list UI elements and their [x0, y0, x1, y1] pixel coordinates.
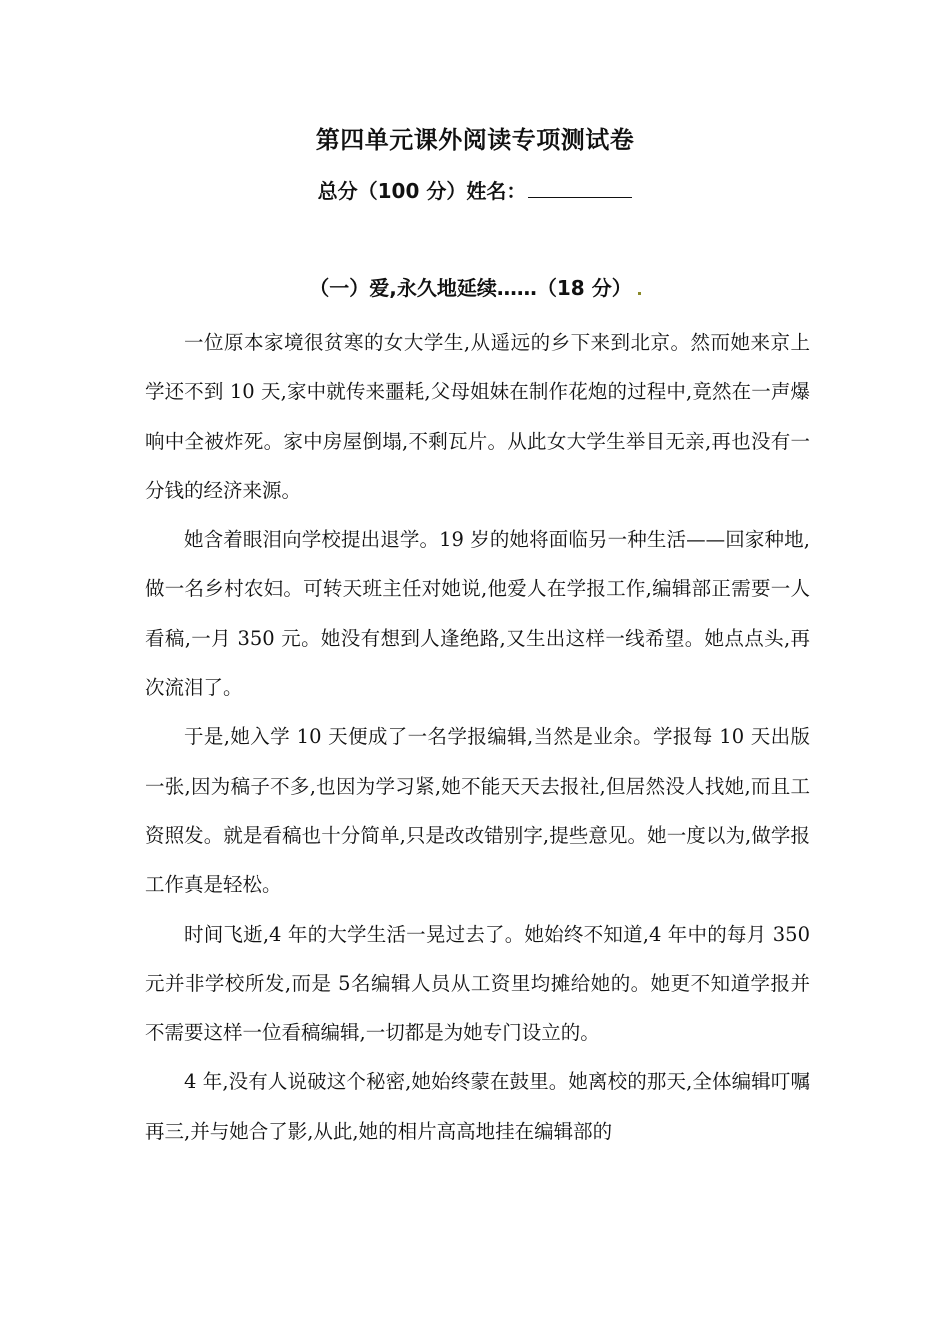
paragraph: 她含着眼泪向学校提出退学。19 岁的她将面临另一种生活——回家种地,做一名乡村农妇。可转天班主任对她说,他爱人在学报工作,编辑部正需要一人看稿,一月 350 元。她没有想到人逢绝路,又生出这样一线希望。她点点头,再次流泪了。: [145, 528, 810, 700]
stray-dot-mark: [638, 292, 641, 295]
paragraph: 于是,她入学 10 天便成了一名学报编辑,当然是业余。学报每 10 天出版一张,因为稿子不多,也因为学习紧,她不能天天去报社,但居然没人找她,而且工资照发。就是看稿也十分简单,只是改改错别字,提些意见。她一度以为,做学报工作真是轻松。: [145, 725, 810, 897]
section-heading: [0, 273, 950, 303]
name-blank-underline: [528, 179, 632, 198]
paragraph: 时间飞逝,4 年的大学生活一晃过去了。她始终不知道,4 年中的每月 350 元并非学校所发,而是 5名编辑人员从工资里均摊给她的。她更不知道学报并不需要这样一位看稿编辑,一切都是为她专门设立的。: [145, 922, 810, 1045]
section-heading-text: （一）爱,永久地延续……（18 分）: [309, 276, 632, 300]
paragraph: 4 年,没有人说破这个秘密,她始终蒙在鼓里。她离校的那天,全体编辑叮嘱再三,并与她合了影,从此,她的相片高高地挂在编辑部的: [145, 1070, 810, 1143]
score-name-label: 总分（100 分）姓名：: [317, 179, 527, 203]
score-name-line: [0, 176, 950, 206]
paragraph: 一位原本家境很贫寒的女大学生,从遥远的乡下来到北京。然而她来京上学还不到 10 天,家中就传来噩耗,父母姐妹在制作花炮的过程中,竟然在一声爆响中全被炸死。家中房屋倒塌,不剩瓦片。从此女大学生举目无亲,再也没有一分钱的经济来源。: [145, 331, 810, 502]
document-title: 第四单元课外阅读专项测试卷: [315, 126, 635, 154]
passage-body: [145, 318, 810, 1156]
